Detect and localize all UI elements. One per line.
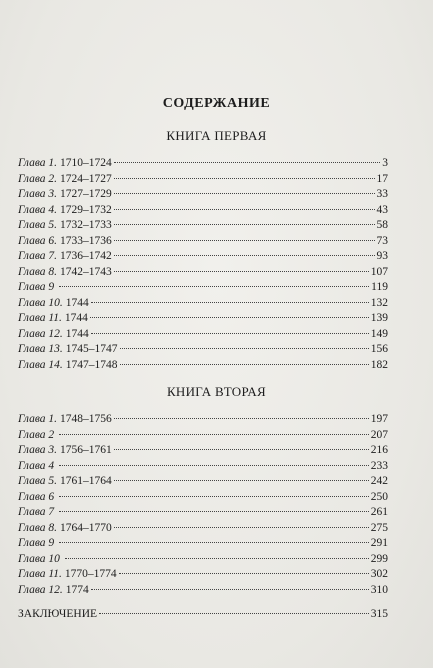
chapter-years: 1756–1761 (60, 444, 112, 456)
page-number: 73 (376, 234, 388, 247)
dot-leader (65, 558, 369, 559)
chapter-years: 1745–1747 (65, 343, 118, 355)
chapter-years: 1744 (64, 312, 88, 324)
page-number: 33 (376, 188, 388, 200)
chapter-label: Глава 2 (18, 428, 55, 441)
toc-entry[interactable] (18, 204, 388, 220)
page-number: 242 (370, 475, 388, 487)
dot-leader (99, 613, 369, 614)
page-number: 216 (370, 444, 388, 456)
dot-leader (119, 573, 369, 574)
toc-entry[interactable] (18, 460, 388, 476)
page-number: 119 (371, 281, 388, 293)
dot-leader (114, 527, 369, 528)
dot-leader (91, 589, 369, 590)
chapter-label: Глава 9 (18, 281, 55, 293)
page-number: 182 (370, 358, 388, 371)
page-number: 93 (376, 250, 388, 262)
chapter-label: Глава 5. (18, 219, 57, 231)
toc-entry[interactable] (18, 359, 388, 375)
chapter-label: Глава 10 (18, 552, 60, 565)
page-number: 275 (370, 521, 388, 534)
toc-entry[interactable] (18, 219, 388, 235)
page-number: 250 (370, 490, 388, 503)
conclusion-entry[interactable] (18, 608, 388, 620)
chapter-years: 1742–1743 (60, 265, 112, 278)
dot-leader (114, 209, 375, 210)
toc-entry[interactable] (18, 297, 388, 313)
chapter-label: Глава 3. (18, 188, 57, 200)
chapter-label: Глава 5. (18, 475, 57, 487)
dot-leader (59, 434, 369, 435)
page-number: 139 (370, 312, 388, 324)
dot-leader (91, 302, 369, 303)
chapter-years: 1724–1727 (60, 172, 112, 185)
page-number: 132 (370, 296, 388, 309)
toc-entry[interactable] (18, 281, 388, 297)
dot-leader (114, 178, 375, 179)
chapter-years: 1774 (65, 583, 89, 596)
chapter-years: 1733–1736 (60, 234, 112, 247)
dot-leader (59, 465, 369, 466)
toc-entry[interactable] (18, 188, 388, 204)
chapter-years: 1729–1732 (60, 203, 112, 216)
chapter-label: Глава 14. (18, 358, 63, 371)
chapter-label: Глава 3. (18, 444, 57, 456)
dot-leader (91, 333, 369, 334)
dot-leader (114, 224, 375, 225)
toc-entry[interactable] (18, 312, 388, 328)
toc-entry[interactable] (18, 157, 388, 173)
toc-entry[interactable] (18, 553, 388, 569)
toc-entry[interactable] (18, 584, 388, 600)
page-number: 233 (370, 459, 388, 472)
chapter-label: Глава 9 (18, 537, 55, 549)
chapter-label: Глава 1. (18, 157, 57, 169)
chapter-years: 1764–1770 (60, 521, 112, 534)
chapter-years: 1770–1774 (64, 568, 117, 580)
chapter-label: Глава 4 (18, 459, 55, 472)
toc-entry[interactable] (18, 444, 388, 460)
chapter-label: Глава 4. (18, 203, 57, 216)
page-number: 107 (370, 265, 388, 278)
page-number: 17 (376, 172, 388, 185)
page-number: 3 (382, 157, 388, 169)
chapter-label: Глава 2. (18, 172, 57, 185)
chapter-label: Глава 1. (18, 413, 57, 425)
chapter-label: Глава 11. (18, 312, 62, 324)
chapter-years: 1744 (65, 327, 89, 340)
dot-leader (59, 496, 369, 497)
dot-leader (114, 271, 369, 272)
toc-entry[interactable] (18, 568, 388, 584)
dot-leader (114, 240, 375, 241)
chapter-years: 1744 (65, 296, 89, 309)
chapter-years: 1761–1764 (60, 475, 112, 487)
toc-entry[interactable] (18, 537, 388, 553)
chapter-label: Глава 8. (18, 521, 57, 534)
dot-leader (114, 255, 375, 256)
toc-entry[interactable] (18, 413, 388, 429)
toc-entry[interactable] (18, 235, 388, 251)
chapter-label: Глава 8. (18, 265, 57, 278)
dot-leader (59, 286, 369, 287)
page-number: 310 (370, 583, 388, 596)
page-number: 156 (370, 343, 388, 355)
chapter-label: Глава 6. (18, 234, 57, 247)
book2-heading: КНИГА ВТОРАЯ (166, 384, 267, 399)
page-number: 261 (370, 506, 388, 518)
toc-title: СОДЕРЖАНИЕ (162, 96, 271, 111)
chapter-years: 1732–1733 (60, 219, 112, 231)
toc-entry[interactable] (18, 343, 388, 359)
book2-toc (18, 413, 388, 599)
page-number: 302 (370, 568, 388, 580)
toc-entry[interactable] (18, 328, 388, 344)
toc-entry[interactable] (18, 250, 388, 266)
dot-leader (114, 480, 369, 481)
dot-leader (114, 418, 369, 419)
chapter-label: Глава 13. (18, 343, 63, 355)
chapter-years: 1710–1724 (60, 157, 112, 169)
dot-leader (114, 162, 381, 163)
chapter-label: Глава 12. (18, 583, 63, 596)
dot-leader (59, 542, 369, 543)
toc-entry[interactable] (18, 491, 388, 507)
page-number: 291 (370, 537, 388, 549)
conclusion-label: ЗАКЛЮЧЕНИЕ (18, 608, 98, 620)
chapter-years: 1727–1729 (60, 188, 112, 200)
page-number: 207 (370, 428, 388, 441)
chapter-label: Глава 6 (18, 490, 55, 503)
chapter-label: Глава 10. (18, 296, 63, 309)
dot-leader (120, 364, 369, 365)
toc-entry[interactable] (18, 475, 388, 491)
toc-entry[interactable] (18, 506, 388, 522)
page-number: 43 (376, 203, 388, 216)
dot-leader (114, 193, 375, 194)
page-number: 149 (370, 327, 388, 340)
chapter-years: 1747–1748 (65, 358, 118, 371)
chapter-label: Глава 11. (18, 568, 62, 580)
dot-leader (59, 511, 369, 512)
chapter-years: 1736–1742 (60, 250, 112, 262)
dot-leader (114, 449, 369, 450)
dot-leader (120, 348, 369, 349)
chapter-label: Глава 7 (18, 506, 55, 518)
page-number: 58 (376, 219, 388, 231)
conclusion-page: 315 (370, 608, 388, 620)
page-number: 197 (370, 413, 388, 425)
book1-heading: КНИГА ПЕРВАЯ (166, 128, 267, 143)
chapter-label: Глава 7. (18, 250, 57, 262)
page-number: 299 (370, 552, 388, 565)
toc-entry[interactable] (18, 429, 388, 445)
toc-entry[interactable] (18, 173, 388, 189)
toc-entry[interactable] (18, 266, 388, 282)
chapter-years: 1748–1756 (60, 413, 112, 425)
toc-entry[interactable] (18, 522, 388, 538)
dot-leader (90, 317, 369, 318)
chapter-label: Глава 12. (18, 327, 63, 340)
book1-toc (18, 157, 388, 374)
